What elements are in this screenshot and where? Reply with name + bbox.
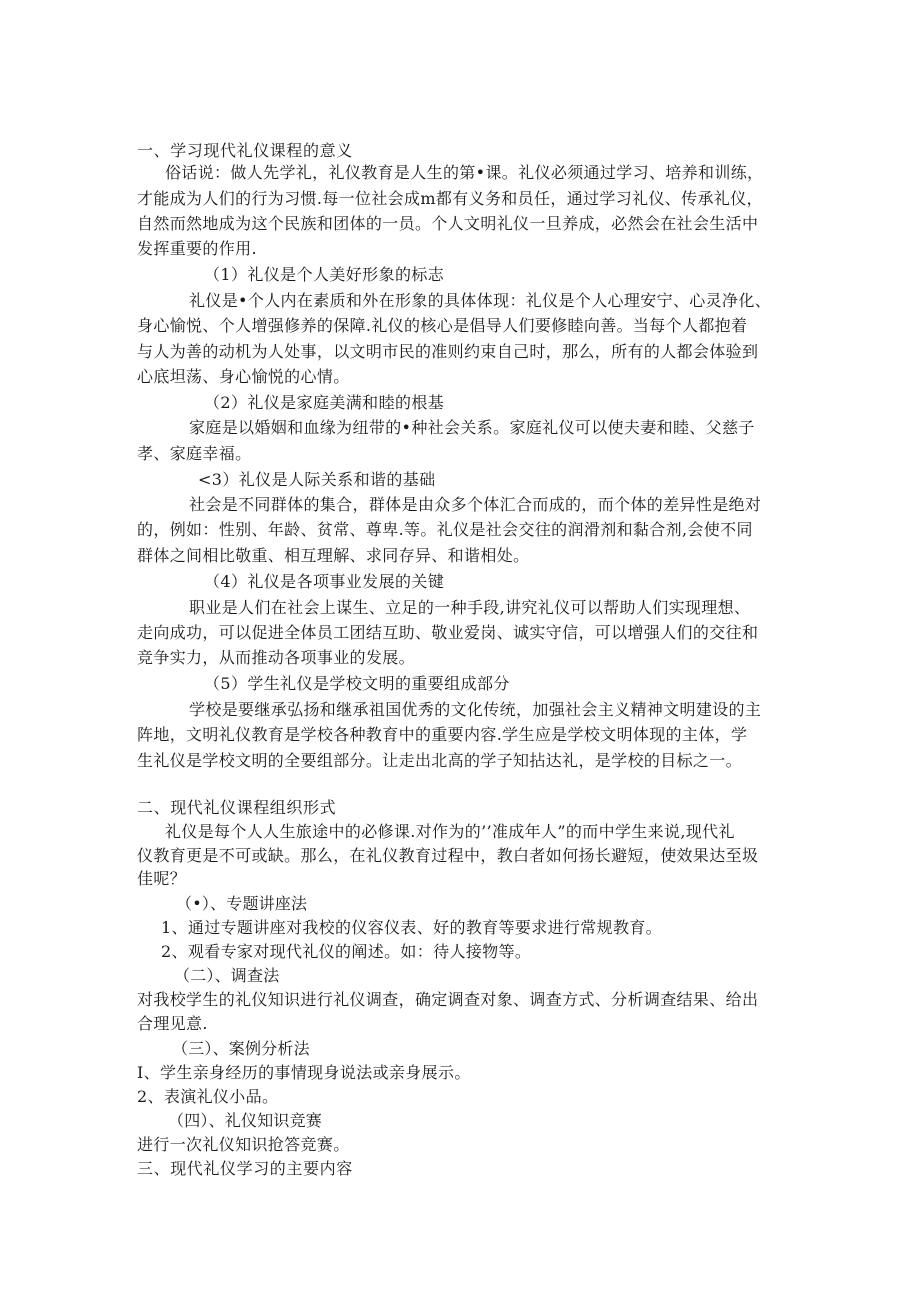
paragraph-line: 与人为善的动机为人处事，以文明市民的准则约束自己时，那么，所有的人都会体验到 — [137, 342, 759, 361]
paragraph-line: 生礼仪是学校文明的全要组部分。让走出北高的学子知拈达礼，是学校的目标之一。 — [137, 751, 742, 770]
paragraph-line: 社会是不同群体的集合，群体是由众多个体汇合而成的，而个体的差异性是绝对 — [189, 495, 762, 514]
method-title: （三）、案例分析法 — [172, 1039, 310, 1058]
method-title: （二）、调查法 — [174, 966, 280, 985]
paragraph-line: 礼仪是•个人内在素质和外在形象的具体体现：礼仪是个人心理安宁、心灵净化、 — [189, 291, 772, 310]
paragraph-line: 学校是要继承弘扬和继承祖国优秀的文化传统，加强社会主义精神文明建设的主 — [189, 700, 762, 719]
paragraph-line: 心底坦荡、身心愉悦的心情。 — [137, 367, 350, 386]
section-1-intro-line: 才能成为人们的行为习惯.每一位社会成m都有义务和员任，通过学习礼仪、传承礼仪， — [137, 189, 763, 208]
subsection-title: （4）礼仪是各项事业发展的关键 — [204, 572, 445, 591]
subsection-title: （5）学生礼仪是学校文明的重要组成部分 — [204, 674, 510, 693]
method-item: 合理见意. — [137, 1014, 208, 1033]
method-item: 进行一次礼仪知识抢答竞赛。 — [137, 1135, 350, 1154]
paragraph-line: 的，例如：性别、年龄、贫常、尊卑.等。礼仪是社会交往的润滑剂和黏合剂,会使不同 — [137, 520, 753, 539]
section-1-intro-line: 俗话说：做人先学礼，礼仪教育是人生的第•课。礼仪必须通过学习、培养和训练， — [165, 163, 764, 182]
method-item: 1、通过专题讲座对我校的仪容仪表、好的教育等要求进行常规教育。 — [161, 918, 663, 937]
method-title: （四）、礼仪知识竞赛 — [168, 1111, 323, 1130]
section-2-intro-line: 仪教育更是不可或缺。那么，在礼仪教育过程中，教白者如何扬长避短，使效果达至圾 — [137, 846, 759, 865]
method-item: I、学生亲身经历的事情现身说法或亲身展示。 — [137, 1063, 471, 1082]
subsection-title: <3）礼仪是人际关系和谐的基础 — [198, 470, 436, 489]
subsection-title: （2）礼仪是家庭美满和睦的根基 — [204, 393, 445, 412]
section-1-intro-line: 发挥重要的作用. — [137, 239, 257, 258]
paragraph-line: 孝、家庭幸福。 — [137, 444, 252, 463]
section-1-heading: 一、学习现代礼仪课程的意义 — [137, 141, 353, 160]
method-title: （•）、专题讲座法 — [176, 894, 308, 913]
paragraph-line: 走向成功，可以促进全体员工团结互助、敬业爱岗、诚实守信，可以增强人们的交往和 — [137, 623, 759, 642]
section-3-heading: 三、现代礼仪学习的主要内容 — [137, 1159, 353, 1178]
section-2-heading: 二、现代礼仪课程组织形式 — [137, 798, 337, 817]
subsection-title: （1）礼仪是个人美好形象的标志 — [204, 265, 445, 284]
section-1-intro-line: 自然而然地成为这个民族和团体的一员。个人文明礼仪一旦养成，必然会在社会生活中 — [137, 214, 759, 233]
method-item: 2、表演礼仪小品。 — [137, 1087, 279, 1106]
section-2-intro-line: 礼仪是每个人人生旅途中的必修课.对作为的’’准成年人”的而中学生来说,现代礼 — [165, 822, 735, 841]
section-2-intro-line: 佳呢？ — [137, 869, 187, 888]
paragraph-line: 职业是人们在社会上谋生、立足的一种手段,讲究礼仪可以帮助人们实现理想、 — [189, 598, 751, 617]
paragraph-line: 阵地，文明礼仪教育是学校各种教育中的重要内容.学生应是学校文明体现的主体，学 — [137, 725, 748, 744]
paragraph-line: 家庭是以婚姻和血缘为纽带的•种社会关系。家庭礼仪可以使夫妻和睦、父慈子 — [189, 418, 755, 437]
paragraph-line: 身心愉悦、个人增强修养的保障.礼仪的核心是倡导人们要修睦向善。当每个人都抱着 — [137, 316, 748, 335]
method-item: 对我校学生的礼仪知识进行礼仪调查，确定调查对象、调查方式、分析调查结果、给出 — [137, 990, 759, 1009]
method-item: 2、观看专家对现代礼仪的阐述。如：待人接物等。 — [161, 942, 532, 961]
paragraph-line: 竞争实力，从而推动各项事业的发展。 — [137, 648, 415, 667]
paragraph-line: 群体之间相比敬重、相互理解、求同存异、和谐相处。 — [137, 546, 530, 565]
